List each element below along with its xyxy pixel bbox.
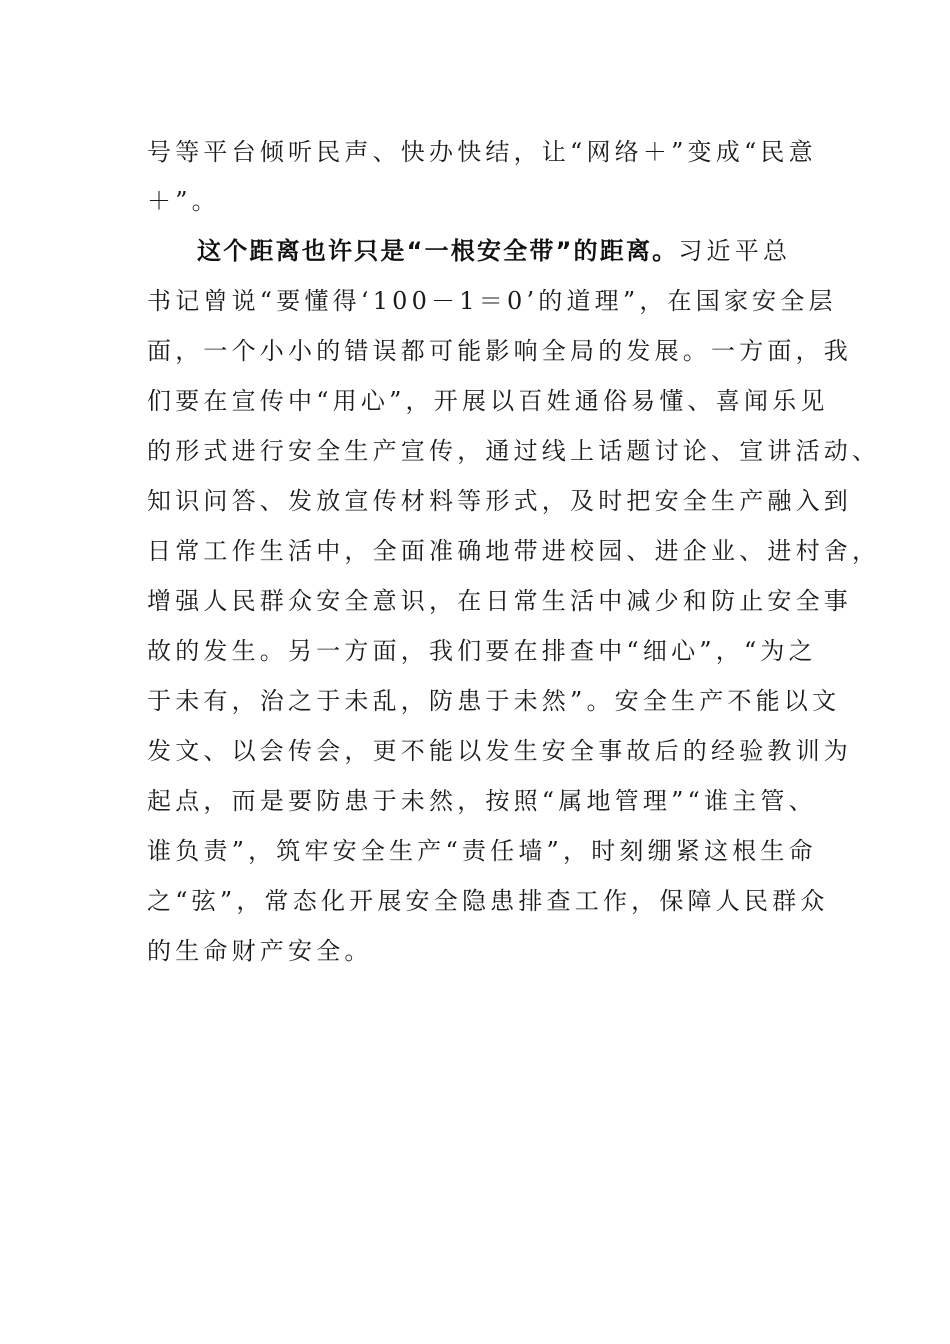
text-line: 增强人民群众安全意识，在日常生活中减少和防止安全事	[147, 587, 852, 615]
paragraph-first-line	[197, 236, 791, 266]
text-line: 知识问答、发放宣传材料等形式，及时把安全生产融入到	[147, 487, 852, 515]
text-line: 日常工作生活中，全面准确地带进校园、进企业、进村舍，	[147, 537, 881, 565]
text-line: 谁负责”，筑牢安全生产“责任墙”，时刻绷紧这根生命	[147, 837, 817, 865]
text-line: 的形式进行安全生产宣传，通过线上话题讨论、宣讲活动、	[147, 437, 881, 465]
text-line: 故的发生。另一方面，我们要在排查中“细心”，“为之	[147, 637, 817, 665]
text-line: 于未有，治之于未乱，防患于未然”。安全生产不能以文	[147, 687, 841, 715]
text-line: 的生命财产安全。	[147, 937, 373, 965]
text-line: 们要在宣传中“用心”，开展以百姓通俗易懂、喜闻乐见	[147, 387, 829, 415]
text-line: 面，一个小小的错误都可能影响全局的发展。一方面，我	[147, 337, 852, 365]
text-line: 发文、以会传会，更不能以发生安全事故后的经验教训为	[147, 737, 852, 765]
text-span: 习近平总	[678, 237, 792, 265]
text-line: 号等平台倾听民声、快办快结，让“网络＋”变成“民意	[147, 138, 817, 166]
text-line: 书记曾说“要懂得‘100－1＝0’的道理”，在国家安全层	[147, 287, 837, 315]
text-line: 起点，而是要防患于未然，按照“属地管理”“谁主管、	[147, 787, 817, 815]
text-line: ＋”。	[147, 187, 220, 215]
text-line: 之“弦”，常态化开展安全隐患排查工作，保障人民群众	[147, 887, 829, 915]
bold-lead-sentence: 这个距离也许只是“一根安全带”的距离。	[197, 237, 679, 265]
